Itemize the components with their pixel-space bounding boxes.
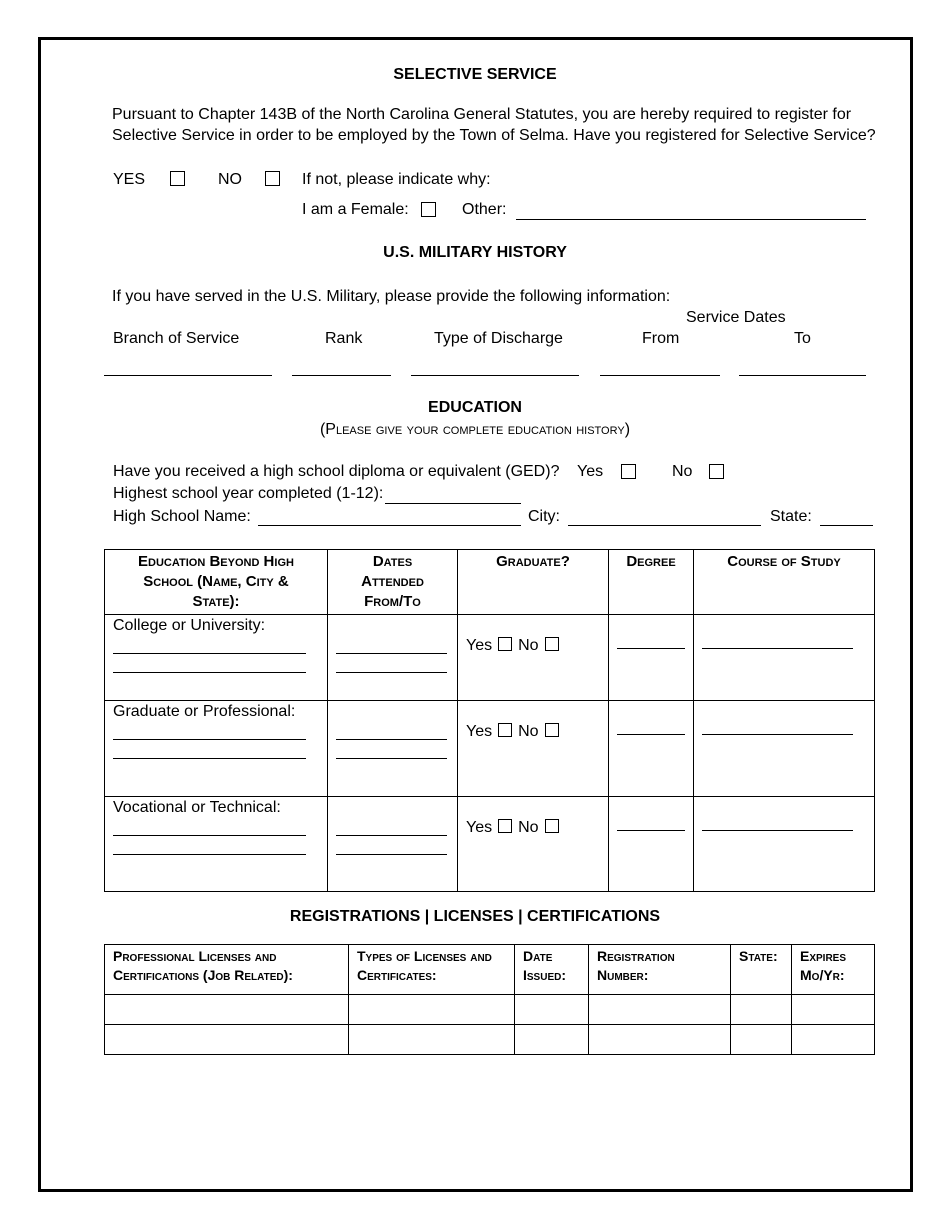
table-row [105, 615, 875, 701]
vocational-to-line[interactable] [336, 854, 447, 855]
graduate-name-line[interactable] [113, 739, 306, 740]
graduate-no-checkbox[interactable] [545, 723, 559, 737]
vocational-graduate: Yes No [466, 819, 565, 837]
vocational-yes-checkbox[interactable] [498, 819, 512, 833]
education-table [104, 549, 875, 892]
education-title: EDUCATION [428, 399, 522, 416]
school-name-label: High School Name: [113, 508, 251, 525]
selective-service-title: SELECTIVE SERVICE [393, 66, 557, 83]
edu-header-graduate: Graduate? [458, 550, 609, 615]
reg-cell[interactable] [589, 995, 731, 1025]
vocational-course-line[interactable] [702, 830, 853, 831]
female-checkbox[interactable] [421, 202, 436, 217]
reg-cell[interactable] [515, 995, 589, 1025]
reg-header-date-issued: Date Issued: [515, 945, 589, 995]
school-name-input-line[interactable] [258, 525, 521, 526]
if-not-label: If not, please indicate why: [302, 171, 491, 188]
reg-cell[interactable] [349, 995, 515, 1025]
vocational-location-line[interactable] [113, 854, 306, 855]
reg-cell[interactable] [731, 1025, 792, 1055]
col-rank: Rank [325, 330, 363, 347]
diploma-yes-label: Yes [577, 463, 604, 480]
col-branch: Branch of Service [113, 330, 240, 347]
graduate-location-line[interactable] [113, 758, 306, 759]
college-course-line[interactable] [702, 648, 853, 649]
row-vocational-label: Vocational or Technical: [113, 799, 281, 816]
reg-header-expires: Expires Mo/Yr: [792, 945, 875, 995]
graduate-yes-checkbox[interactable] [498, 723, 512, 737]
other-label: Other: [462, 201, 507, 218]
college-to-line[interactable] [336, 672, 447, 673]
graduate-from-line[interactable] [336, 739, 447, 740]
female-label: I am a Female: [302, 201, 409, 218]
city-input-line[interactable] [568, 525, 761, 526]
military-intro: If you have served in the U.S. Military, please provide the following information: [112, 288, 671, 305]
col-from: From [642, 330, 680, 347]
diploma-question: Have you received a high school diploma or equivalent (GED)? [113, 463, 560, 480]
edu-header-dates: Dates Attended From/To [328, 550, 458, 615]
reg-cell[interactable] [589, 1025, 731, 1055]
selective-no-checkbox[interactable] [265, 171, 280, 186]
service-dates-label: Service Dates [686, 309, 786, 326]
vocational-degree-line[interactable] [617, 830, 685, 831]
discharge-input-line[interactable] [411, 375, 579, 376]
table-row [105, 995, 875, 1025]
table-row [105, 701, 875, 797]
row-graduate-label: Graduate or Professional: [113, 703, 296, 720]
table-row [105, 1025, 875, 1055]
reg-cell[interactable] [792, 1025, 875, 1055]
graduate-to-line[interactable] [336, 758, 447, 759]
college-name-line[interactable] [113, 653, 306, 654]
selective-service-paragraph-line2: Selective Service in order to be employed by the Town of Selma. Have you registered for Selective Service? [112, 127, 876, 144]
vocational-no-checkbox[interactable] [545, 819, 559, 833]
state-label: State: [770, 508, 812, 525]
registrations-title: REGISTRATIONS | LICENSES | CERTIFICATIONS [289, 908, 661, 925]
edu-header-degree: Degree [609, 550, 694, 615]
vocational-from-line[interactable] [336, 835, 447, 836]
graduate-course-line[interactable] [702, 734, 853, 735]
selective-yes-checkbox[interactable] [170, 171, 185, 186]
college-graduate: Yes No [466, 637, 565, 655]
col-discharge: Type of Discharge [434, 330, 563, 347]
state-input-line[interactable] [820, 525, 873, 526]
college-yes-checkbox[interactable] [498, 637, 512, 651]
graduate-degree-line[interactable] [617, 734, 685, 735]
selective-service-paragraph-line1: Pursuant to Chapter 143B of the North Carolina General Statutes, you are hereby required to register for [112, 106, 852, 123]
education-subtitle: (Please give your complete education history) [319, 421, 631, 438]
registrations-table [104, 944, 875, 1055]
reg-cell[interactable] [515, 1025, 589, 1055]
college-location-line[interactable] [113, 672, 306, 673]
college-no-checkbox[interactable] [545, 637, 559, 651]
reg-header-types: Types of Licenses and Certificates: [349, 945, 515, 995]
col-to: To [794, 330, 811, 347]
reg-cell[interactable] [731, 995, 792, 1025]
highest-year-input-line[interactable] [385, 503, 521, 504]
reg-header-professional: Professional Licenses and Certifications (Job Related): [105, 945, 349, 995]
from-input-line[interactable] [600, 375, 720, 376]
reg-header-registration-number: Registration Number: [589, 945, 731, 995]
college-degree-line[interactable] [617, 648, 685, 649]
selective-no-label: NO [218, 171, 242, 188]
college-from-line[interactable] [336, 653, 447, 654]
vocational-name-line[interactable] [113, 835, 306, 836]
reg-cell[interactable] [792, 995, 875, 1025]
reg-cell[interactable] [105, 995, 349, 1025]
rank-input-line[interactable] [292, 375, 391, 376]
edu-header-school: Education Beyond High School (Name, City & State): [105, 550, 328, 615]
row-college-label: College or University: [113, 617, 266, 634]
diploma-no-label: No [672, 463, 693, 480]
military-title: U.S. MILITARY HISTORY [383, 244, 567, 261]
reg-header-state: State: [731, 945, 792, 995]
diploma-yes-checkbox[interactable] [621, 464, 636, 479]
selective-yes-label: YES [113, 171, 146, 188]
branch-input-line[interactable] [104, 375, 272, 376]
reg-cell[interactable] [105, 1025, 349, 1055]
reg-cell[interactable] [349, 1025, 515, 1055]
city-label: City: [528, 508, 560, 525]
to-input-line[interactable] [739, 375, 866, 376]
edu-header-course: Course of Study [694, 550, 875, 615]
other-input-line[interactable] [516, 219, 866, 220]
highest-year-label: Highest school year completed (1-12): [113, 485, 384, 502]
table-row [105, 797, 875, 892]
diploma-no-checkbox[interactable] [709, 464, 724, 479]
graduate-graduate: Yes No [466, 723, 565, 741]
